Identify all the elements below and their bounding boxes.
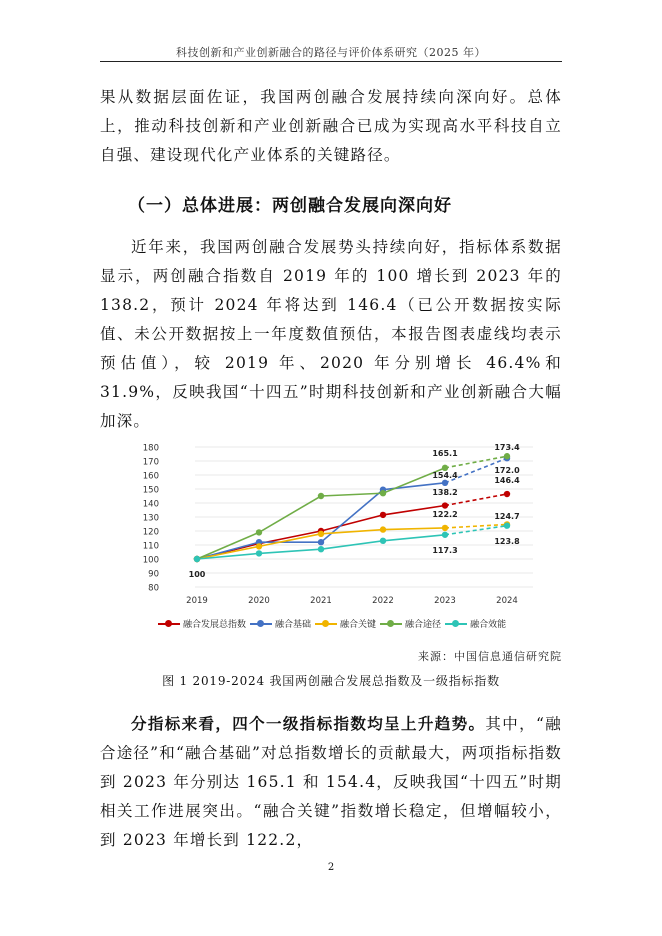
legend-marker	[380, 620, 402, 628]
y-tick-label: 180	[142, 443, 159, 454]
data-label: 123.8	[494, 537, 520, 546]
y-tick-label: 160	[142, 471, 159, 482]
data-point	[256, 543, 262, 549]
x-tick-label: 2020	[248, 596, 270, 606]
data-label: 122.2	[432, 510, 458, 519]
x-tick-label: 2022	[372, 596, 394, 606]
data-point	[380, 512, 386, 518]
data-point	[442, 480, 448, 486]
y-tick-label: 90	[148, 569, 159, 580]
y-tick-label: 110	[142, 541, 159, 552]
paragraph-1: 果从数据层面佐证，我国两创融合发展持续向深向好。总体上，推动科技创新和产业创新融合已成为实现高水平科技自立自强、建设现代化产业体系的关键路径。	[100, 88, 562, 164]
data-point	[256, 550, 262, 556]
figure-caption: 图 1 2019-2024 我国两创融合发展总指数及一级指标指数	[162, 674, 500, 688]
data-point	[318, 531, 324, 537]
running-header: 科技创新和产业创新融合的路径与评价体系研究（2025 年）	[176, 46, 486, 59]
y-tick-label: 80	[148, 583, 159, 594]
y-tick-label: 120	[142, 527, 159, 538]
data-point	[504, 491, 510, 497]
data-point	[504, 453, 510, 459]
paragraph-2: 近年来，我国两创融合发展势头持续向好，指标体系数据显示，两创融合指数自 2019 年的 100 增长到 2023 年的 138.2，预计 2024 年将达到 146.4（已公开数据按实际值、未公开数据按上一年度数值预估，本报告图表虚线均表示预估值），较 2019 年、2020 年分别增长 46.4%和 31.9%，反映我国“十四五”时期科技创新和产业创新融合大幅加深。	[100, 238, 562, 430]
y-tick-label: 100	[142, 555, 159, 566]
chart-legend	[158, 617, 538, 630]
section-heading: （一）总体进展：两创融合发展向深向好	[128, 196, 452, 216]
data-label: 173.4	[494, 443, 520, 452]
x-tick-label: 2023	[434, 596, 456, 606]
data-point	[380, 526, 386, 532]
chart-source: 来源：中国信息通信研究院	[418, 650, 562, 663]
data-label: 124.7	[494, 512, 520, 521]
legend-label: 融合效能	[470, 620, 507, 630]
data-label: 165.1	[432, 449, 458, 458]
legend-marker	[315, 620, 337, 628]
data-label: 146.4	[494, 476, 520, 485]
data-label: 172.0	[494, 466, 520, 475]
data-point	[194, 556, 200, 562]
data-point	[256, 529, 262, 535]
data-point	[442, 502, 448, 508]
y-tick-label: 170	[142, 457, 159, 468]
paragraph-3-text: 其中，“融合途径”和“融合基础”对总指数增长的贡献最大，两项指标指数到 2023 年分别达 165.1 和 154.4，反映我国“十四五”时期相关工作进展突出。“融合关键”指数增长稳定，但增幅较小，到 2023 年增长到 122.2，	[100, 715, 562, 849]
data-point	[318, 546, 324, 552]
data-label: 154.4	[432, 471, 458, 480]
legend-item	[445, 617, 506, 630]
paragraph-3-bold: 分指标来看，四个一级指标指数均呈上升趋势。	[131, 715, 486, 733]
data-point	[380, 538, 386, 544]
legend-marker	[158, 620, 180, 628]
x-tick-label: 2019	[186, 596, 208, 606]
data-point	[318, 493, 324, 499]
data-point	[442, 532, 448, 538]
legend-marker	[445, 620, 467, 628]
legend-marker	[250, 620, 272, 628]
legend-label: 融合基础	[275, 620, 312, 630]
data-point	[442, 525, 448, 531]
legend-item	[380, 617, 441, 630]
series-line-estimate	[445, 524, 507, 528]
paragraph-3	[100, 710, 562, 855]
legend-label: 融合发展总指数	[183, 620, 247, 630]
legend-label: 融合途径	[405, 620, 442, 630]
legend-item	[315, 617, 376, 630]
data-label: 138.2	[432, 488, 458, 497]
data-point	[380, 490, 386, 496]
legend-item	[158, 617, 246, 630]
x-tick-label: 2021	[310, 596, 332, 606]
data-point	[318, 539, 324, 545]
y-tick-label: 150	[142, 485, 159, 496]
legend-label: 融合关键	[340, 620, 377, 630]
legend-item	[250, 617, 311, 630]
index-line-chart	[140, 436, 540, 636]
data-label: 100	[188, 570, 206, 579]
page-number: 2	[327, 862, 335, 873]
x-tick-label: 2024	[496, 596, 518, 606]
y-tick-label: 140	[142, 499, 159, 510]
header-rule	[100, 61, 562, 62]
data-label: 117.3	[432, 546, 458, 555]
data-point	[504, 522, 510, 528]
y-tick-label: 130	[142, 513, 159, 524]
